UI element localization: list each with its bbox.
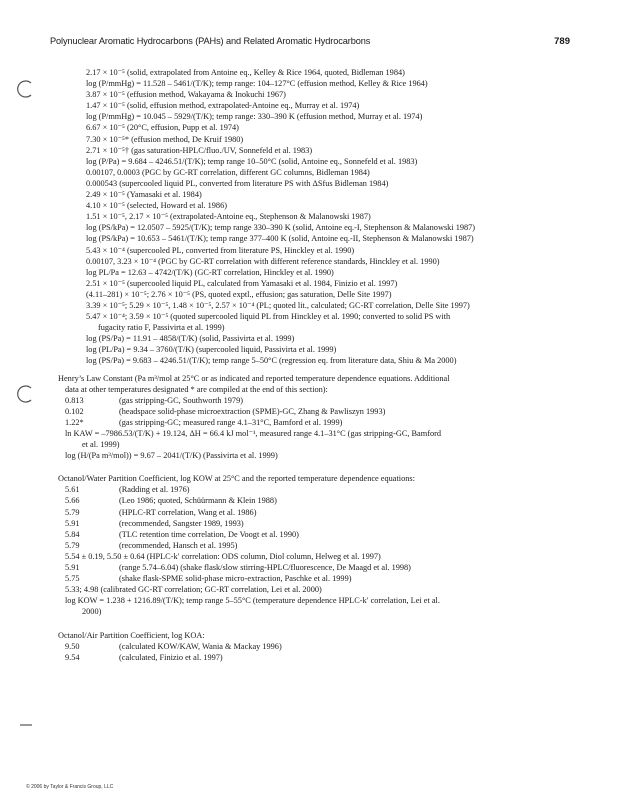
vapor-pressure-entry: 5.47 × 10⁻⁴; 3.59 × 10⁻⁵ (quoted supercooled liquid PL from Hinckley et al. 1990; converted to solid PS with: [86, 312, 451, 322]
margin-mark-icon: [20, 714, 34, 718]
kow-value: 5.75: [65, 574, 80, 584]
henry-value: 1.22*: [65, 417, 84, 427]
vapor-pressure-entry: log (P/Pa) = 9.684 – 4246.51/(T/K); temp range 10–50°C (solid, Antoine eq., Sonnefeld et al. 1983): [86, 156, 418, 166]
henry-value: 0.813: [65, 395, 84, 405]
vapor-pressure-entry: 3.87 × 10⁻⁵ (effusion method, Wakayama & Inokuchi 1967): [86, 90, 286, 100]
koa-note: (calculated, Finizio et al. 1997): [119, 652, 223, 662]
vapor-pressure-entry: 5.43 × 10⁻⁴ (supercooled PL, converted from literature PS, Hinckley et al. 1990): [86, 245, 355, 255]
punch-hole-icon: [17, 385, 35, 403]
vapor-pressure-entry: 2.71 × 10⁻⁵† (gas saturation-HPLC/fluo./UV, Sonnefeld et al. 1983): [86, 145, 313, 155]
henry-value: 0.102: [65, 406, 84, 416]
henry-row: [58, 395, 568, 406]
koa-value: 9.50: [65, 641, 80, 651]
henry-equation: log (H/(Pa m³/mol)) = 9.67 – 2041/(T/K) (Passivirta et al. 1999): [65, 451, 278, 461]
henrys-law-section: [58, 373, 568, 462]
koa-section: [58, 630, 568, 663]
vapor-pressure-entry: 2.51 × 10⁻⁵ (supercooled liquid PL, calculated from Yamasaki et al. 1984, Finizio et al. 1997): [86, 278, 398, 288]
vapor-pressure-entry: log (PS/Pa) = 9.683 – 4246.51/(T/K); temp range 5–50°C (regression eq. from literature data, Shiu & Ma 2000): [86, 356, 457, 366]
document-body: [58, 67, 568, 663]
kow-equation-continuation: 2000): [82, 607, 102, 617]
kow-row: [58, 495, 568, 506]
kow-value: 5.84: [65, 529, 80, 539]
running-header-title: Polynuclear Aromatic Hydrocarbons (PAHs) and Related Aromatic Hydrocarbons: [50, 36, 371, 46]
kow-note: (HPLC-RT correlation, Wang et al. 1986): [119, 507, 257, 517]
kow-note: (recommended, Sangster 1989, 1993): [119, 518, 244, 528]
henry-equation: ln KAW = –7986.53/(T/K) + 19.124, ΔH = 66.4 kJ mol⁻¹, measured range 4.1–31°C (gas stripping-GC, Bamford: [65, 429, 442, 438]
kow-value: 5.79: [65, 540, 80, 550]
vapor-pressure-entry: log (P/mmHg) = 11.528 – 5461/(T/K); temp range: 104–127°C (effusion method, Kelley & Rice 1964): [86, 79, 428, 89]
kow-value: 5.61: [65, 485, 80, 495]
kow-note: (Radding et al. 1976): [119, 485, 190, 495]
vapor-pressure-entry: log (PS/kPa) = 10.653 – 5461/(T/K); temp range 377–400 K (solid, Antoine eq.-II, Stephenson & Malanowski 1987): [86, 234, 474, 244]
vapor-pressure-entry: 2.17 × 10⁻⁵ (solid, extrapolated from Antoine eq., Kelley & Rice 1964, quoted, Bidleman 1984): [86, 68, 405, 77]
vapor-pressure-entry: 2.49 × 10⁻⁵ (Yamasaki et al. 1984): [86, 190, 202, 200]
henry-equation-continuation: et al. 1999): [82, 440, 120, 450]
henry-note: (headspace solid-phase microextraction (SPME)-GC, Zhang & Pawliszyn 1993): [119, 406, 386, 416]
koa-row: [58, 652, 568, 663]
kow-row: [58, 484, 568, 495]
henry-row: [58, 406, 568, 417]
vapor-pressure-entry: 6.67 × 10⁻⁵ (20°C, effusion, Pupp et al. 1974): [86, 123, 239, 133]
vapor-pressure-entry: 0.00107, 0.0003 (PGC by GC-RT correlation, different GC columns, Bidleman 1984): [86, 167, 370, 177]
vapor-pressure-section: [58, 67, 568, 367]
kow-value: 5.66: [65, 496, 80, 506]
kow-row: [58, 507, 568, 518]
vapor-pressure-entry: log PL/Pa = 12.63 – 4742/(T/K) (GC-RT correlation, Hinckley et al. 1990): [86, 267, 334, 277]
kow-row: [58, 529, 568, 540]
section-heading: Octanol/Air Partition Coefficient, log KOA:: [58, 630, 205, 640]
henry-note: (gas stripping-GC, Southworth 1979): [119, 395, 243, 405]
section-heading-continuation: data at other temperatures designated * are compiled at the end of this section):: [65, 384, 328, 394]
section-heading: Henry’s Law Constant (Pa m³/mol at 25°C or as indicated and reported temperature dependence equations. Additional: [58, 373, 450, 383]
vapor-pressure-entry-continuation: fugacity ratio F, Passivirta et al. 1999): [98, 323, 225, 333]
page-number: 789: [554, 36, 570, 47]
vapor-pressure-entry: log (PL/Pa) = 9.34 – 3760/(T/K) (supercooled liquid, Passivirta et al. 1999): [86, 345, 337, 355]
kow-row: [58, 573, 568, 584]
punch-hole-icon: [17, 80, 35, 98]
kow-equation: log KOW = 1.238 + 1216.89/(T/K); temp range 5–55°C (temperature dependence HPLC-k′ correlation, Lei et al.: [65, 596, 440, 606]
henry-row: [58, 417, 568, 428]
vapor-pressure-entry: 1.51 × 10⁻⁵, 2.17 × 10⁻⁵ (extrapolated-Antoine eq., Stephenson & Malanowski 1987): [86, 212, 371, 222]
vapor-pressure-entry: 0.000543 (supercooled liquid PL, converted from literature PS with ΔSfus Bidleman 1984): [86, 178, 389, 188]
koa-row: [58, 641, 568, 652]
vapor-pressure-entry: log (PS/kPa) = 12.0507 – 5925/(T/K); temp range 330–390 K (solid, Antoine eq.-I, Stephenson & Malanowski 1987): [86, 223, 476, 233]
kow-note: (range 5.74–6.04) (shake flask/slow stirring-HPLC/fluorescence, De Maagd et al. 1998): [119, 563, 411, 573]
kow-note: (recommended, Hansch et al. 1995): [119, 540, 238, 550]
kow-note: (Leo 1986; quoted, Schüürmann & Klein 1988): [119, 496, 277, 506]
vapor-pressure-entry: 3.39 × 10⁻⁵; 5.29 × 10⁻⁵, 1.48 × 10⁻⁵, 2.57 × 10⁻⁴ (PL; quoted lit., calculated; GC-RT correlation, Delle Site 1997): [86, 300, 470, 310]
vapor-pressure-entry: (4.11–281) × 10⁻⁵; 2.76 × 10⁻⁵ (PS, quoted exptl., effusion; gas saturation, Delle Site 1997): [86, 289, 392, 299]
vapor-pressure-entry: log (P/mmHg) = 10.045 – 5929/(T/K); temp range: 330–390 K (effusion method, Murray et al. 1974): [86, 112, 423, 122]
vapor-pressure-entry: 1.47 × 10⁻⁵ (solid, effusion method, extrapolated-Antoine eq., Murray et al. 1974): [86, 101, 360, 111]
vapor-pressure-entry: log (PS/Pa) = 11.91 – 4858/(T/K) (solid, Passivirta et al. 1999): [86, 334, 295, 344]
kow-note: (TLC retention time correlation, De Voogt et al. 1990): [119, 529, 299, 539]
kow-row: [58, 562, 568, 573]
kow-section: [58, 473, 568, 617]
kow-note: (shake flask-SPME solid-phase micro-extraction, Paschke et al. 1999): [119, 574, 352, 584]
kow-row: [58, 540, 568, 551]
kow-row: 5.54 ± 0.19, 5.50 ± 0.64 (HPLC-k′ correlation: ODS column, Diol column, Helweg et al. 1997): [65, 551, 381, 561]
kow-value: 5.79: [65, 507, 80, 517]
kow-value: 5.91: [65, 563, 80, 573]
kow-row: [58, 518, 568, 529]
kow-value: 5.91: [65, 518, 80, 528]
kow-row: 5.33; 4.98 (calibrated GC-RT correlation; GC-RT correlation, Lei et al. 2000): [65, 585, 322, 595]
koa-value: 9.54: [65, 652, 80, 662]
henry-note: (gas stripping-GC; measured range 4.1–31°C, Bamford et al. 1999): [119, 417, 343, 427]
section-heading: Octanol/Water Partition Coefficient, log KOW at 25°C and the reported temperature dependence equations:: [58, 474, 415, 484]
koa-note: (calculated KOW/KAW, Wania & Mackay 1996): [119, 641, 282, 651]
vapor-pressure-entry: 4.10 × 10⁻⁵ (selected, Howard et al. 1986): [86, 201, 227, 211]
running-header: [50, 36, 570, 50]
vapor-pressure-entry: 0.00107, 3.23 × 10⁻⁴ (PGC by GC-RT correlation with different reference standards, Hinckley et al. 1990): [86, 256, 440, 266]
vapor-pressure-entry: 7.30 × 10⁻⁵* (effusion method, De Kruif 1980): [86, 134, 244, 144]
copyright-footer: © 2006 by Taylor & Francis Group, LLC: [26, 784, 114, 790]
